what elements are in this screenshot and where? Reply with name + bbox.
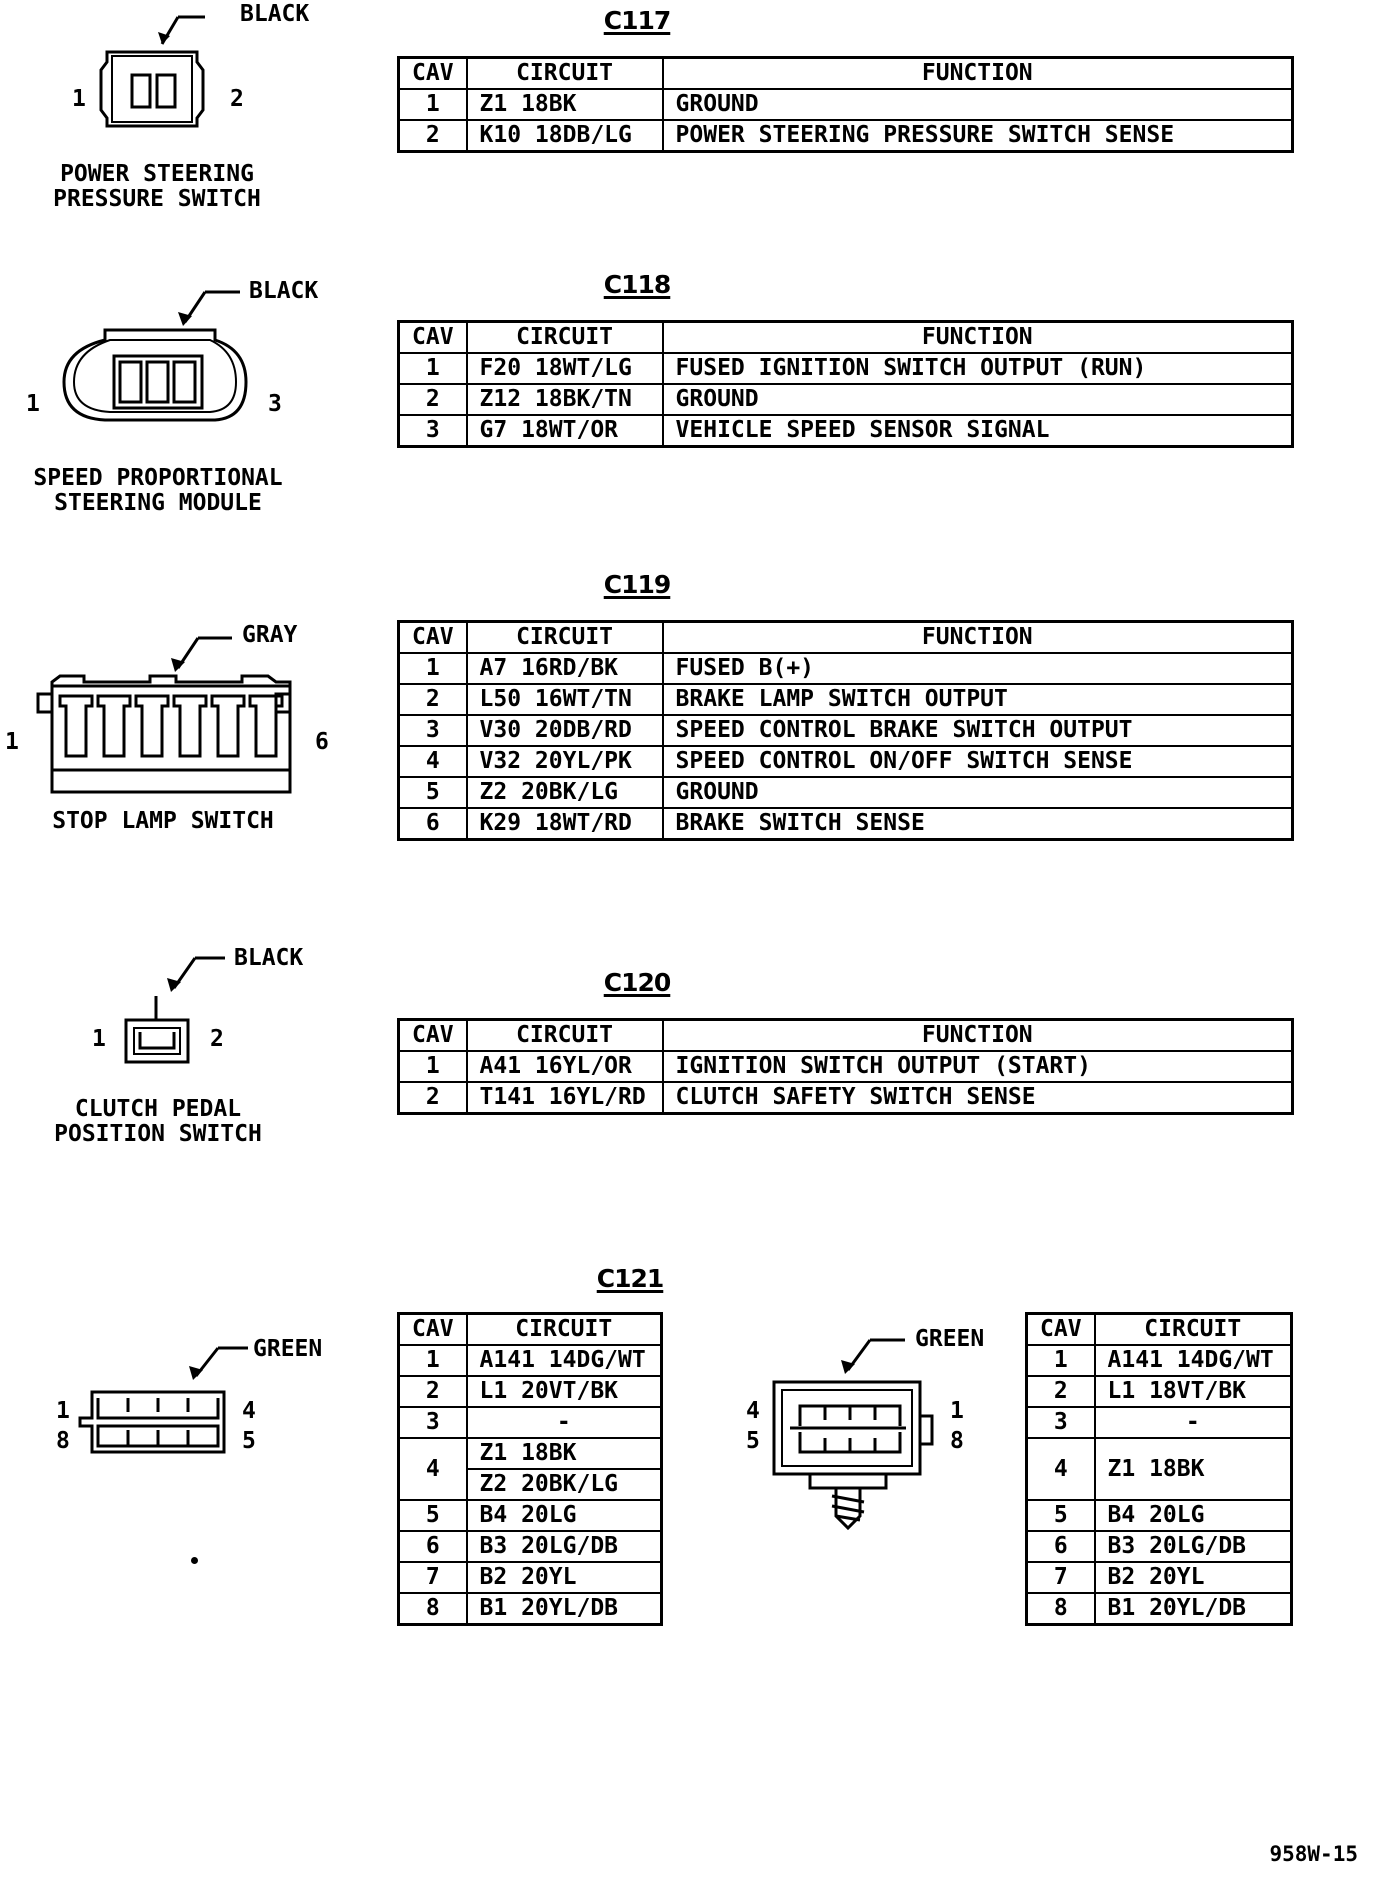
c121-right-table bbox=[1025, 1312, 1293, 1626]
table-header-row bbox=[399, 1020, 1293, 1052]
c119-pin-left: 1 bbox=[5, 729, 19, 755]
cav-cell: 1 bbox=[399, 1345, 467, 1376]
circuit-header: CIRCUIT bbox=[467, 58, 663, 90]
cav-cell: 2 bbox=[1027, 1376, 1095, 1407]
c120-name-line2: POSITION SWITCH bbox=[54, 1121, 262, 1147]
table-row bbox=[1027, 1407, 1292, 1438]
c121-left-pin-tl: 1 bbox=[56, 1398, 70, 1424]
cav-cell: 7 bbox=[399, 1562, 467, 1593]
function-cell: GROUND bbox=[663, 384, 1293, 415]
cav-cell: 2 bbox=[399, 384, 467, 415]
table-row bbox=[399, 1562, 662, 1593]
function-cell: GROUND bbox=[663, 777, 1293, 808]
circuit-cell: Z2 20BK/LG bbox=[467, 777, 663, 808]
cav-cell: 4 bbox=[399, 746, 467, 777]
cav-header: CAV bbox=[399, 1314, 467, 1346]
cav-cell: 7 bbox=[1027, 1562, 1095, 1593]
cav-cell: 2 bbox=[399, 684, 467, 715]
function-cell: IGNITION SWITCH OUTPUT (START) bbox=[663, 1051, 1293, 1082]
c121-right-pin-tr: 1 bbox=[950, 1398, 964, 1424]
c117-name-line1: POWER STEERING bbox=[60, 161, 254, 187]
table-row bbox=[1027, 1500, 1292, 1531]
circuit-cell: A141 14DG/WT bbox=[1095, 1345, 1292, 1376]
c117-title: C117 bbox=[603, 6, 671, 35]
circuit-cell: B2 20YL bbox=[467, 1562, 662, 1593]
function-cell: FUSED IGNITION SWITCH OUTPUT (RUN) bbox=[663, 353, 1293, 384]
table-header-row bbox=[399, 58, 1293, 90]
cav-header: CAV bbox=[399, 1020, 467, 1052]
function-header: FUNCTION bbox=[663, 1020, 1293, 1052]
function-cell: BRAKE SWITCH SENSE bbox=[663, 808, 1293, 840]
table-row bbox=[1027, 1376, 1292, 1407]
table-row bbox=[1027, 1531, 1292, 1562]
circuit-cell: Z2 20BK/LG bbox=[467, 1469, 662, 1500]
circuit-cell: F20 18WT/LG bbox=[467, 353, 663, 384]
cav-cell: 2 bbox=[399, 1376, 467, 1407]
circuit-cell: Z1 18BK bbox=[467, 89, 663, 120]
c121-title: C121 bbox=[596, 1264, 664, 1293]
cav-cell: 4 bbox=[1027, 1438, 1095, 1500]
table-row bbox=[1027, 1593, 1292, 1625]
function-cell: POWER STEERING PRESSURE SWITCH SENSE bbox=[663, 120, 1293, 152]
circuit-header: CIRCUIT bbox=[467, 1314, 662, 1346]
cav-cell: 5 bbox=[399, 777, 467, 808]
table-row bbox=[1027, 1438, 1292, 1500]
function-header: FUNCTION bbox=[663, 622, 1293, 654]
table-row bbox=[399, 353, 1293, 384]
circuit-cell: B3 20LG/DB bbox=[1095, 1531, 1292, 1562]
c119-name-line1: STOP LAMP SWITCH bbox=[52, 808, 274, 834]
c120-table bbox=[397, 1018, 1294, 1115]
cav-header: CAV bbox=[399, 58, 467, 90]
c121-left-pin-br: 5 bbox=[242, 1428, 256, 1454]
c121-right-pin-bl: 5 bbox=[746, 1428, 760, 1454]
cav-cell: 6 bbox=[399, 1531, 467, 1562]
function-cell: FUSED B(+) bbox=[663, 653, 1293, 684]
c117-pin-left: 1 bbox=[72, 86, 86, 112]
table-header-row bbox=[399, 622, 1293, 654]
cav-cell: 6 bbox=[399, 808, 467, 840]
c118-pin-left: 1 bbox=[26, 391, 40, 417]
c121-left-table bbox=[397, 1312, 663, 1626]
circuit-cell: B2 20YL bbox=[1095, 1562, 1292, 1593]
circuit-header: CIRCUIT bbox=[467, 1020, 663, 1052]
table-row bbox=[399, 1531, 662, 1562]
table-row bbox=[399, 120, 1293, 152]
cav-header: CAV bbox=[1027, 1314, 1095, 1346]
function-header: FUNCTION bbox=[663, 58, 1293, 90]
function-cell: BRAKE LAMP SWITCH OUTPUT bbox=[663, 684, 1293, 715]
c118-component-name bbox=[33, 466, 282, 516]
function-cell: VEHICLE SPEED SENSOR SIGNAL bbox=[663, 415, 1293, 447]
cav-header: CAV bbox=[399, 622, 467, 654]
table-row bbox=[1027, 1345, 1292, 1376]
function-header: FUNCTION bbox=[663, 322, 1293, 354]
circuit-cell: B1 20YL/DB bbox=[1095, 1593, 1292, 1625]
table-row bbox=[399, 653, 1293, 684]
c119-table bbox=[397, 620, 1294, 841]
cav-cell: 4 bbox=[399, 1438, 467, 1500]
c121-left-color-label: GREEN bbox=[253, 1336, 323, 1362]
c118-name-line1: SPEED PROPORTIONAL bbox=[33, 465, 283, 491]
cav-cell: 3 bbox=[399, 715, 467, 746]
cav-cell: 5 bbox=[399, 1500, 467, 1531]
circuit-cell: K29 18WT/RD bbox=[467, 808, 663, 840]
c121-right-pin-br: 8 bbox=[950, 1428, 964, 1454]
c119-title: C119 bbox=[603, 570, 671, 599]
function-cell: GROUND bbox=[663, 89, 1293, 120]
circuit-header: CIRCUIT bbox=[1095, 1314, 1292, 1346]
table-row bbox=[399, 384, 1293, 415]
cav-cell: 6 bbox=[1027, 1531, 1095, 1562]
c119-pin-right: 6 bbox=[315, 729, 329, 755]
cav-cell: 3 bbox=[399, 1407, 467, 1438]
c117-component-name bbox=[53, 162, 261, 212]
function-cell: SPEED CONTROL ON/OFF SWITCH SENSE bbox=[663, 746, 1293, 777]
table-row bbox=[1027, 1562, 1292, 1593]
c119-color-label: GRAY bbox=[242, 622, 298, 648]
circuit-cell: A41 16YL/OR bbox=[467, 1051, 663, 1082]
circuit-cell: Z1 18BK bbox=[467, 1438, 662, 1469]
cav-cell: 1 bbox=[1027, 1345, 1095, 1376]
c120-color-label: BLACK bbox=[234, 945, 304, 971]
circuit-cell: A141 14DG/WT bbox=[467, 1345, 662, 1376]
table-row bbox=[399, 808, 1293, 840]
circuit-cell: Z12 18BK/TN bbox=[467, 384, 663, 415]
cav-cell: 2 bbox=[399, 1082, 467, 1114]
c121-right-color-label: GREEN bbox=[915, 1326, 985, 1352]
c117-table bbox=[397, 56, 1294, 153]
table-header-row bbox=[399, 322, 1293, 354]
table-row bbox=[399, 1345, 662, 1376]
cav-cell: 1 bbox=[399, 89, 467, 120]
circuit-cell: B4 20LG bbox=[1095, 1500, 1292, 1531]
table-row bbox=[399, 777, 1293, 808]
function-cell: SPEED CONTROL BRAKE SWITCH OUTPUT bbox=[663, 715, 1293, 746]
table-row bbox=[399, 89, 1293, 120]
table-row bbox=[399, 1438, 662, 1469]
table-row bbox=[399, 415, 1293, 447]
table-row bbox=[399, 746, 1293, 777]
c121-left-pin-bl: 8 bbox=[56, 1428, 70, 1454]
c120-title: C120 bbox=[603, 968, 671, 997]
cav-cell: 3 bbox=[399, 415, 467, 447]
cav-cell: 8 bbox=[1027, 1593, 1095, 1625]
table-row bbox=[399, 1082, 1293, 1114]
c120-component-name bbox=[54, 1097, 262, 1147]
c117-color-label: BLACK bbox=[240, 1, 310, 27]
circuit-cell: B3 20LG/DB bbox=[467, 1531, 662, 1562]
c118-name-line2: STEERING MODULE bbox=[54, 490, 262, 516]
c117-pin-right: 2 bbox=[230, 86, 244, 112]
cav-cell: 3 bbox=[1027, 1407, 1095, 1438]
table-row bbox=[399, 715, 1293, 746]
cav-cell: 1 bbox=[399, 1051, 467, 1082]
table-row bbox=[399, 1407, 662, 1438]
c120-pin-left: 1 bbox=[92, 1026, 106, 1052]
cav-cell: 2 bbox=[399, 120, 467, 152]
c118-table bbox=[397, 320, 1294, 448]
circuit-cell: V32 20YL/PK bbox=[467, 746, 663, 777]
table-row bbox=[399, 1500, 662, 1531]
circuit-cell: B1 20YL/DB bbox=[467, 1593, 662, 1625]
circuit-header: CIRCUIT bbox=[467, 322, 663, 354]
c121-right-connector-diagram bbox=[740, 1320, 980, 1540]
cav-cell: 5 bbox=[1027, 1500, 1095, 1531]
cav-cell: 1 bbox=[399, 353, 467, 384]
c121-left-pin-tr: 4 bbox=[242, 1398, 256, 1424]
bullet-mark bbox=[191, 1557, 198, 1564]
circuit-cell: Z1 18BK bbox=[1095, 1438, 1292, 1500]
circuit-cell: - bbox=[467, 1407, 662, 1438]
c119-component-name bbox=[52, 809, 274, 834]
c118-pin-right: 3 bbox=[268, 391, 282, 417]
circuit-cell: L1 18VT/BK bbox=[1095, 1376, 1292, 1407]
c121-right-pin-tl: 4 bbox=[746, 1398, 760, 1424]
function-cell: CLUTCH SAFETY SWITCH SENSE bbox=[663, 1082, 1293, 1114]
c118-color-label: BLACK bbox=[249, 278, 319, 304]
cav-cell: 8 bbox=[399, 1593, 467, 1625]
table-row bbox=[399, 684, 1293, 715]
circuit-cell: G7 18WT/OR bbox=[467, 415, 663, 447]
cav-header: CAV bbox=[399, 322, 467, 354]
circuit-cell: L1 20VT/BK bbox=[467, 1376, 662, 1407]
c120-name-line1: CLUTCH PEDAL bbox=[74, 1096, 242, 1122]
c117-name-line2: PRESSURE SWITCH bbox=[53, 186, 261, 212]
cav-cell: 1 bbox=[399, 653, 467, 684]
table-row bbox=[399, 1593, 662, 1625]
circuit-cell: V30 20DB/RD bbox=[467, 715, 663, 746]
circuit-cell: - bbox=[1095, 1407, 1292, 1438]
c120-pin-right: 2 bbox=[210, 1026, 224, 1052]
circuit-cell: T141 16YL/RD bbox=[467, 1082, 663, 1114]
page-code: 958W-15 bbox=[1269, 1842, 1358, 1866]
table-header-row bbox=[399, 1314, 662, 1346]
circuit-cell: L50 16WT/TN bbox=[467, 684, 663, 715]
table-row bbox=[399, 1051, 1293, 1082]
table-header-row bbox=[1027, 1314, 1292, 1346]
table-row bbox=[399, 1376, 662, 1407]
circuit-cell: K10 18DB/LG bbox=[467, 120, 663, 152]
circuit-cell: A7 16RD/BK bbox=[467, 653, 663, 684]
circuit-cell: B4 20LG bbox=[467, 1500, 662, 1531]
c118-title: C118 bbox=[603, 270, 671, 299]
circuit-header: CIRCUIT bbox=[467, 622, 663, 654]
